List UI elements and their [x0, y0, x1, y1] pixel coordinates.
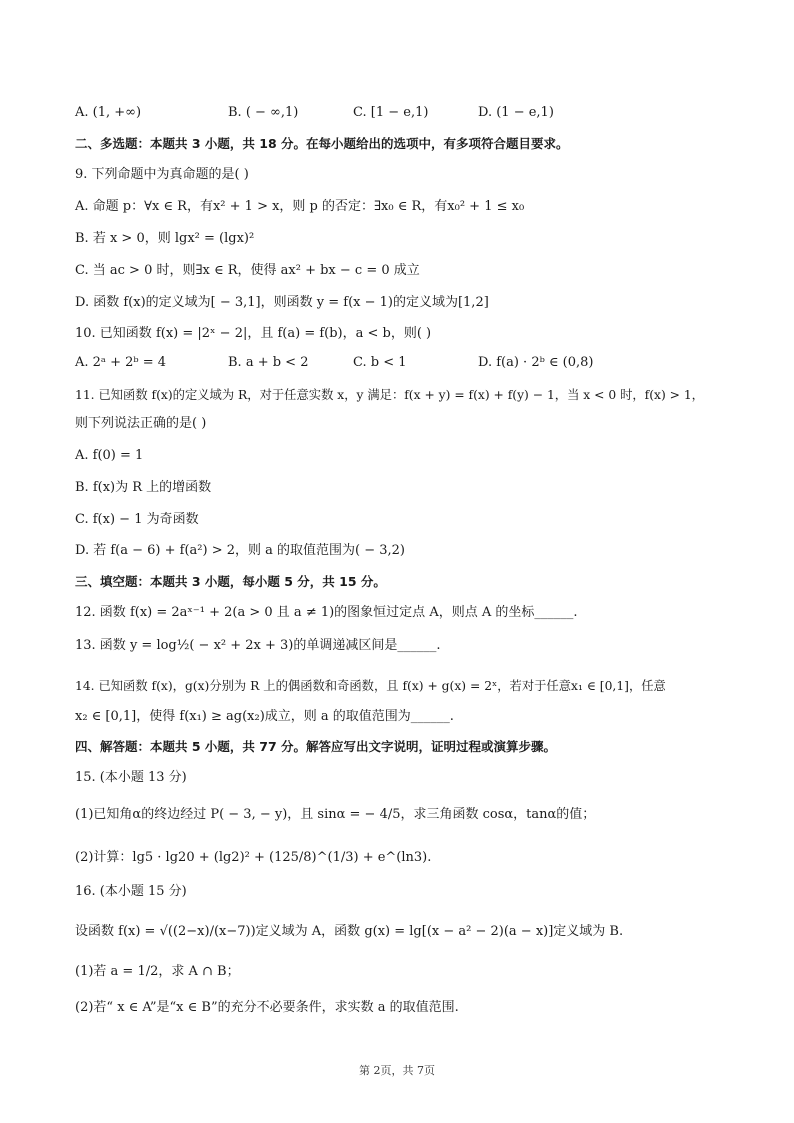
- q15-part1: (1)已知角α的终边经过 P( − 3, − y)，且 sinα = − 4/5，求三角函数 cosα，tanα的值；: [75, 807, 596, 822]
- q16-part1: (1)若 a = 1/2，求 A ∩ B；: [75, 964, 240, 979]
- q11-option-a: A. f(0) = 1: [75, 448, 144, 463]
- section2-heading: 二、多选题：本题共 3 小题，共 18 分。在每小题给出的选项中，有多项符合题目要求。: [75, 136, 569, 151]
- q12: 12. 函数 f(x) = 2aˣ⁻¹ + 2(a > 0 且 a ≠ 1)的图象恒过定点 A，则点 A 的坐标______.: [75, 605, 578, 620]
- q9-stem: 9. 下列命题中为真命题的是( ): [75, 167, 249, 182]
- q16-title: 16. (本小题 15 分): [75, 884, 187, 899]
- q11-option-d: D. 若 f(a − 6) + f(a²) > 2，则 a 的取值范围为( − 3,2): [75, 543, 405, 558]
- q9-option-a: A. 命题 p：∀x ∈ R，有x² + 1 > x，则 p 的否定：∃x₀ ∈ R，有x₀² + 1 ≤ x₀: [75, 199, 525, 214]
- page-footer: 第 2页，共 7页: [359, 1064, 435, 1077]
- q10-option-b: B. a + b < 2: [228, 355, 309, 370]
- q16-stem: 设函数 f(x) = √((2−x)/(x−7))定义域为 A，函数 g(x) = lg[(x − a² − 2)(a − x)]定义域为 B.: [75, 924, 624, 939]
- q15-title: 15. (本小题 13 分): [75, 770, 187, 785]
- q16-part2: (2)若“ x ∈ A”是“x ∈ B”的充分不必要条件，求实数 a 的取值范围.: [75, 1000, 459, 1015]
- q15-part2: (2)计算：lg5 · lg20 + (lg2)² + (125/8)^(1/3) + e^(ln3).: [75, 850, 432, 865]
- q8-option-c: C. [1 − e,1): [353, 105, 429, 120]
- q10-stem: 10. 已知函数 f(x) = |2ˣ − 2|，且 f(a) = f(b)，a < b，则( ): [75, 326, 432, 341]
- q8-option-b: B. ( − ∞,1): [228, 105, 299, 120]
- q11-option-c: C. f(x) − 1 为奇函数: [75, 512, 199, 527]
- q9-option-c: C. 当 ac > 0 时，则∃x ∈ R，使得 ax² + bx − c = 0 成立: [75, 263, 420, 278]
- q8-option-d: D. (1 − e,1): [478, 105, 554, 120]
- q11-stem-line1: 11. 已知函数 f(x)的定义域为 R，对于任意实数 x，y 满足：f(x + y) = f(x) + f(y) − 1，当 x < 0 时，f(x) > 1，: [75, 388, 704, 402]
- q11-option-b: B. f(x)为 R 上的增函数: [75, 480, 212, 495]
- q10-option-c: C. b < 1: [353, 355, 407, 370]
- q14-line1: 14. 已知函数 f(x)，g(x)分别为 R 上的偶函数和奇函数，且 f(x) + g(x) = 2ˣ，若对于任意x₁ ∈ [0,1]，任意: [75, 679, 666, 693]
- q13: 13. 函数 y = log½( − x² + 2x + 3)的单调递减区间是______.: [75, 638, 441, 653]
- q8-option-a: A. (1, +∞): [75, 105, 142, 120]
- section4-heading: 四、解答题：本题共 5 小题，共 77 分。解答应写出文字说明，证明过程或演算步骤。: [75, 739, 557, 754]
- q10-option-d: D. f(a) · 2ᵇ ∈ (0,8): [478, 355, 594, 370]
- q10-option-a: A. 2ᵃ + 2ᵇ = 4: [75, 355, 166, 370]
- section3-heading: 三、填空题：本题共 3 小题，每小题 5 分，共 15 分。: [75, 574, 386, 589]
- q11-stem-line2: 则下列说法正确的是( ): [75, 416, 207, 431]
- q14-line2: x₂ ∈ [0,1]，使得 f(x₁) ≥ ag(x₂)成立，则 a 的取值范围为______.: [75, 709, 454, 724]
- q9-option-d: D. 函数 f(x)的定义域为[ − 3,1]，则函数 y = f(x − 1)的定义域为[1,2]: [75, 295, 489, 310]
- q9-option-b: B. 若 x > 0，则 lgx² = (lgx)²: [75, 231, 255, 246]
